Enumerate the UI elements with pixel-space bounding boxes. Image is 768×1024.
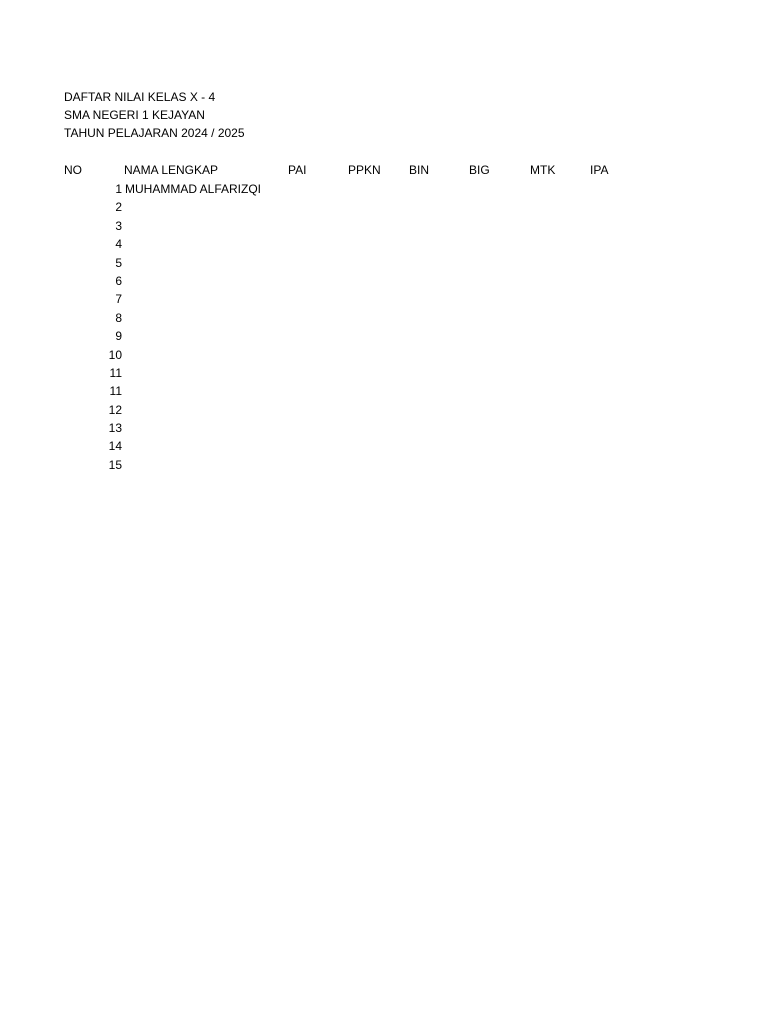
- row-number[interactable]: 5: [115, 255, 122, 270]
- row-number[interactable]: 13: [108, 421, 122, 436]
- table-row: [0, 200, 768, 218]
- column-header-ppkn[interactable]: PPKN: [348, 163, 381, 177]
- row-number[interactable]: 12: [108, 402, 122, 417]
- row-number[interactable]: 11: [109, 384, 122, 399]
- row-number[interactable]: 11: [109, 365, 122, 380]
- row-number[interactable]: 9: [115, 329, 122, 344]
- academic-year[interactable]: TAHUN PELAJARAN 2024 / 2025: [64, 126, 245, 140]
- table-row: [0, 439, 768, 457]
- row-number[interactable]: 3: [115, 218, 122, 233]
- row-number[interactable]: 15: [108, 457, 122, 472]
- table-row: [0, 329, 768, 347]
- school-name[interactable]: SMA NEGERI 1 KEJAYAN: [64, 108, 205, 122]
- table-row: [0, 421, 768, 439]
- document-title[interactable]: DAFTAR NILAI KELAS X - 4: [64, 90, 216, 104]
- table-row: [0, 366, 768, 384]
- table-row: [0, 348, 768, 366]
- table-row: [0, 292, 768, 310]
- row-number[interactable]: 6: [115, 273, 122, 288]
- column-header-bin[interactable]: BIN: [409, 163, 430, 177]
- column-header-no[interactable]: NO: [64, 163, 82, 177]
- table-row: [0, 274, 768, 292]
- table-row: [0, 219, 768, 237]
- column-header-ipa[interactable]: IPA: [590, 163, 609, 177]
- table-row: [0, 458, 768, 476]
- column-header-pai[interactable]: PAI: [288, 163, 307, 177]
- column-header-mtk[interactable]: MTK: [530, 163, 556, 177]
- student-name[interactable]: MUHAMMAD ALFARIZQI: [125, 182, 262, 196]
- table-row: [0, 256, 768, 274]
- row-number[interactable]: 7: [115, 292, 122, 307]
- row-number[interactable]: 14: [108, 439, 122, 454]
- table-row: [0, 403, 768, 421]
- row-number[interactable]: 1: [115, 182, 122, 196]
- table-row: [0, 311, 768, 329]
- column-header-big[interactable]: BIG: [469, 163, 490, 177]
- row-number[interactable]: 2: [115, 200, 122, 215]
- row-number[interactable]: 4: [115, 237, 122, 252]
- table-row: [0, 237, 768, 255]
- table-row: [0, 384, 768, 402]
- column-header-nama[interactable]: NAMA LENGKAP: [124, 163, 219, 177]
- row-number[interactable]: 8: [115, 310, 122, 325]
- table-row: [0, 182, 768, 200]
- row-number[interactable]: 10: [108, 347, 122, 362]
- student-rows: [0, 182, 768, 476]
